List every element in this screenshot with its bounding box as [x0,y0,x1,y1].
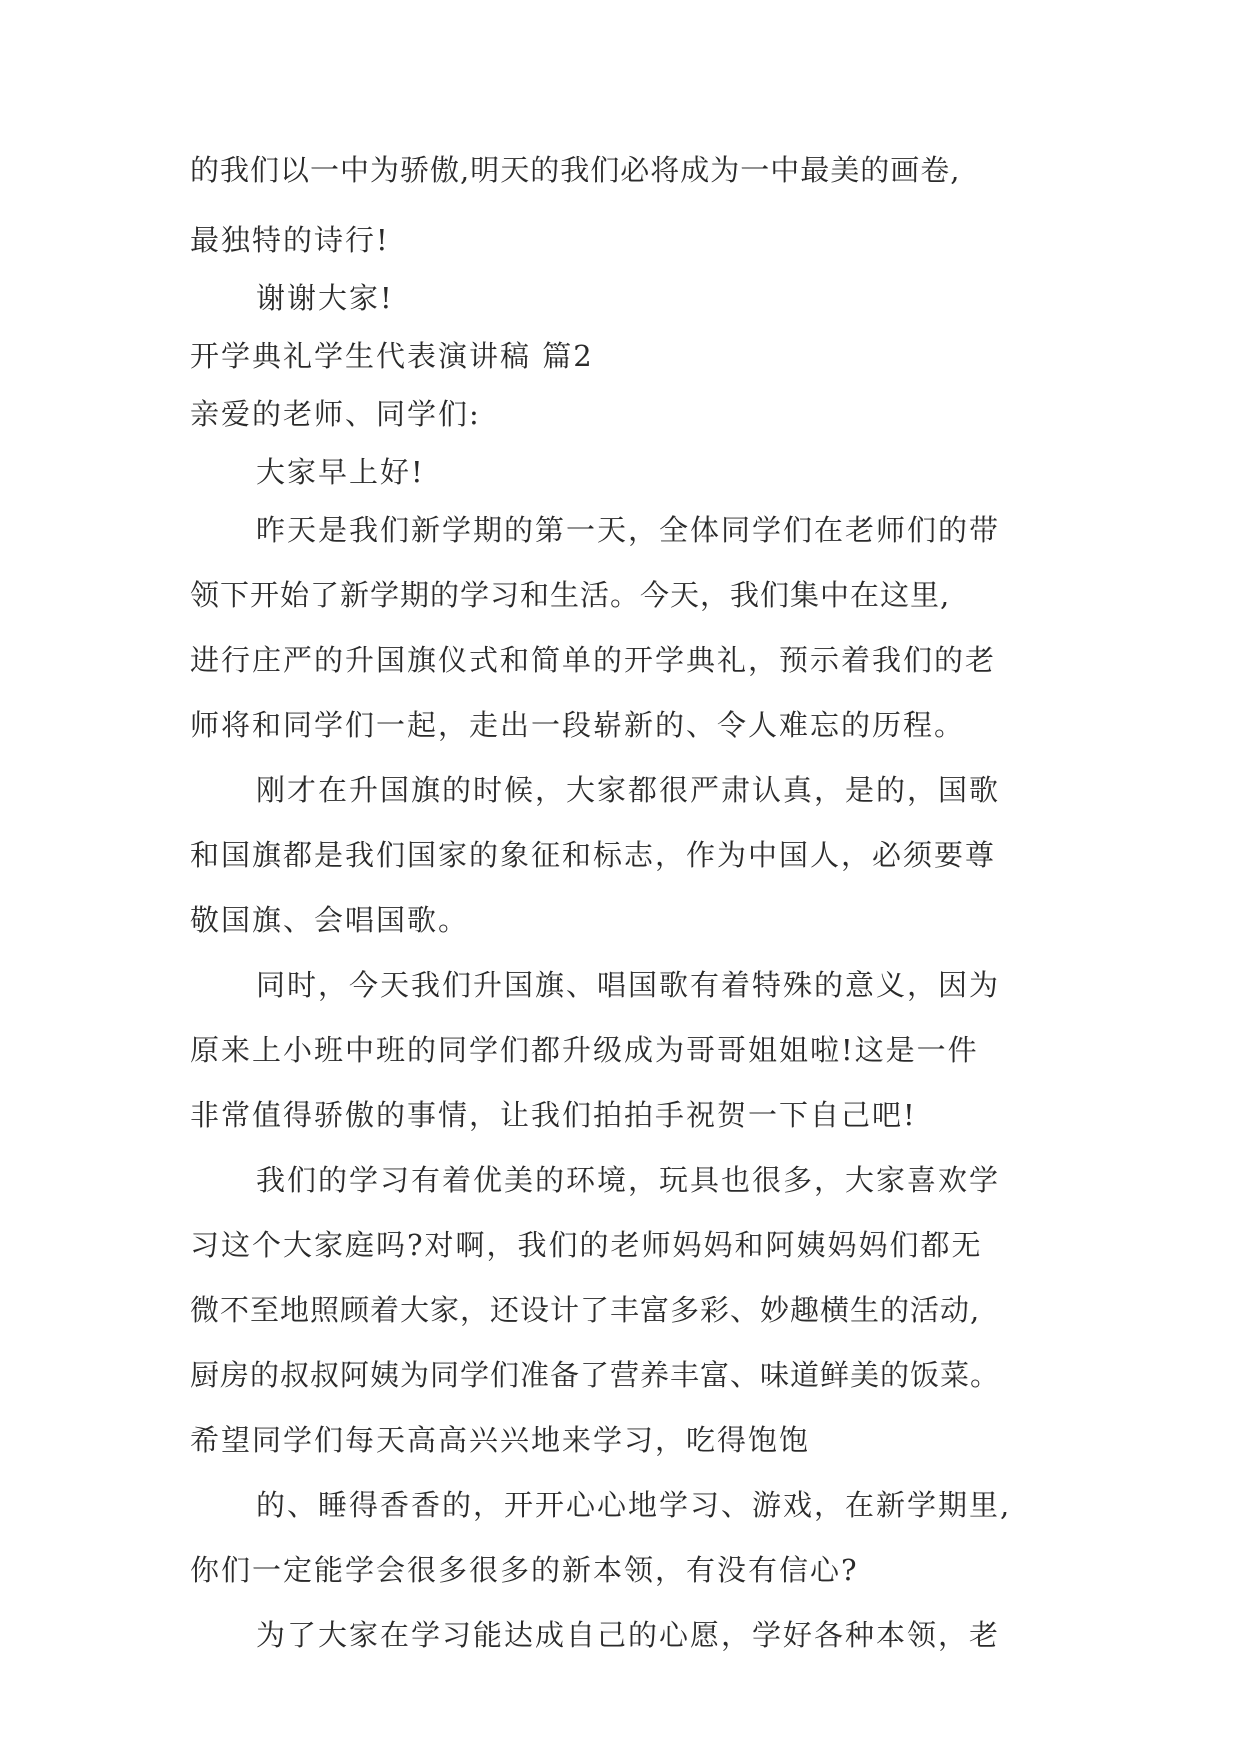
text-line: 进行庄严的升国旗仪式和简单的开学典礼，预示着我们的老 [190,643,997,677]
text-line: 敬国旗、会唱国歌。 [190,903,470,937]
text-line: 的、睡得香香的，开开心心地学习、游戏，在新学期里, [256,1488,1012,1522]
text-line: 昨天是我们新学期的第一天，全体同学们在老师们的带 [256,513,1001,547]
text-line: 师将和同学们一起，走出一段崭新的、令人难忘的历程。 [190,708,966,742]
text-line: 刚才在升国旗的时候，大家都很严肃认真，是的，国歌 [256,773,1001,807]
text-line: 和国旗都是我们国家的象征和标志，作为中国人，必须要尊 [190,838,997,872]
text-line: 谢谢大家! [256,281,394,315]
text-line: 我们的学习有着优美的环境，玩具也很多，大家喜欢学 [256,1163,1001,1197]
text-line: 微不至地照顾着大家，还设计了丰富多彩、妙趣横生的活动, [190,1293,981,1327]
text-line: 希望同学们每天高高兴兴地来学习，吃得饱饱 [190,1423,811,1457]
text-line: 的我们以一中为骄傲,明天的我们必将成为一中最美的画卷, [190,153,961,187]
text-line: 原来上小班中班的同学们都升级成为哥哥姐姐啦!这是一件 [190,1033,979,1067]
text-line: 厨房的叔叔阿姨为同学们准备了营养丰富、味道鲜美的饭菜。 [190,1358,1001,1392]
section-heading: 开学典礼学生代表演讲稿 篇2 [190,339,594,373]
salutation: 亲爱的老师、同学们: [190,397,481,431]
text-line: 最独特的诗行! [190,223,390,257]
text-line: 非常值得骄傲的事情，让我们拍拍手祝贺一下自己吧! [190,1098,917,1132]
text-line: 领下开始了新学期的学习和生活。今天，我们集中在这里, [190,578,951,612]
text-line: 为了大家在学习能达成自己的心愿，学好各种本领，老 [256,1618,1001,1652]
text-line: 习这个大家庭吗?对啊，我们的老师妈妈和阿姨妈妈们都无 [190,1228,983,1262]
text-line: 你们一定能学会很多很多的新本领，有没有信心? [190,1553,859,1587]
text-line: 大家早上好! [256,455,425,489]
text-line: 同时，今天我们升国旗、唱国歌有着特殊的意义，因为 [256,968,1001,1002]
